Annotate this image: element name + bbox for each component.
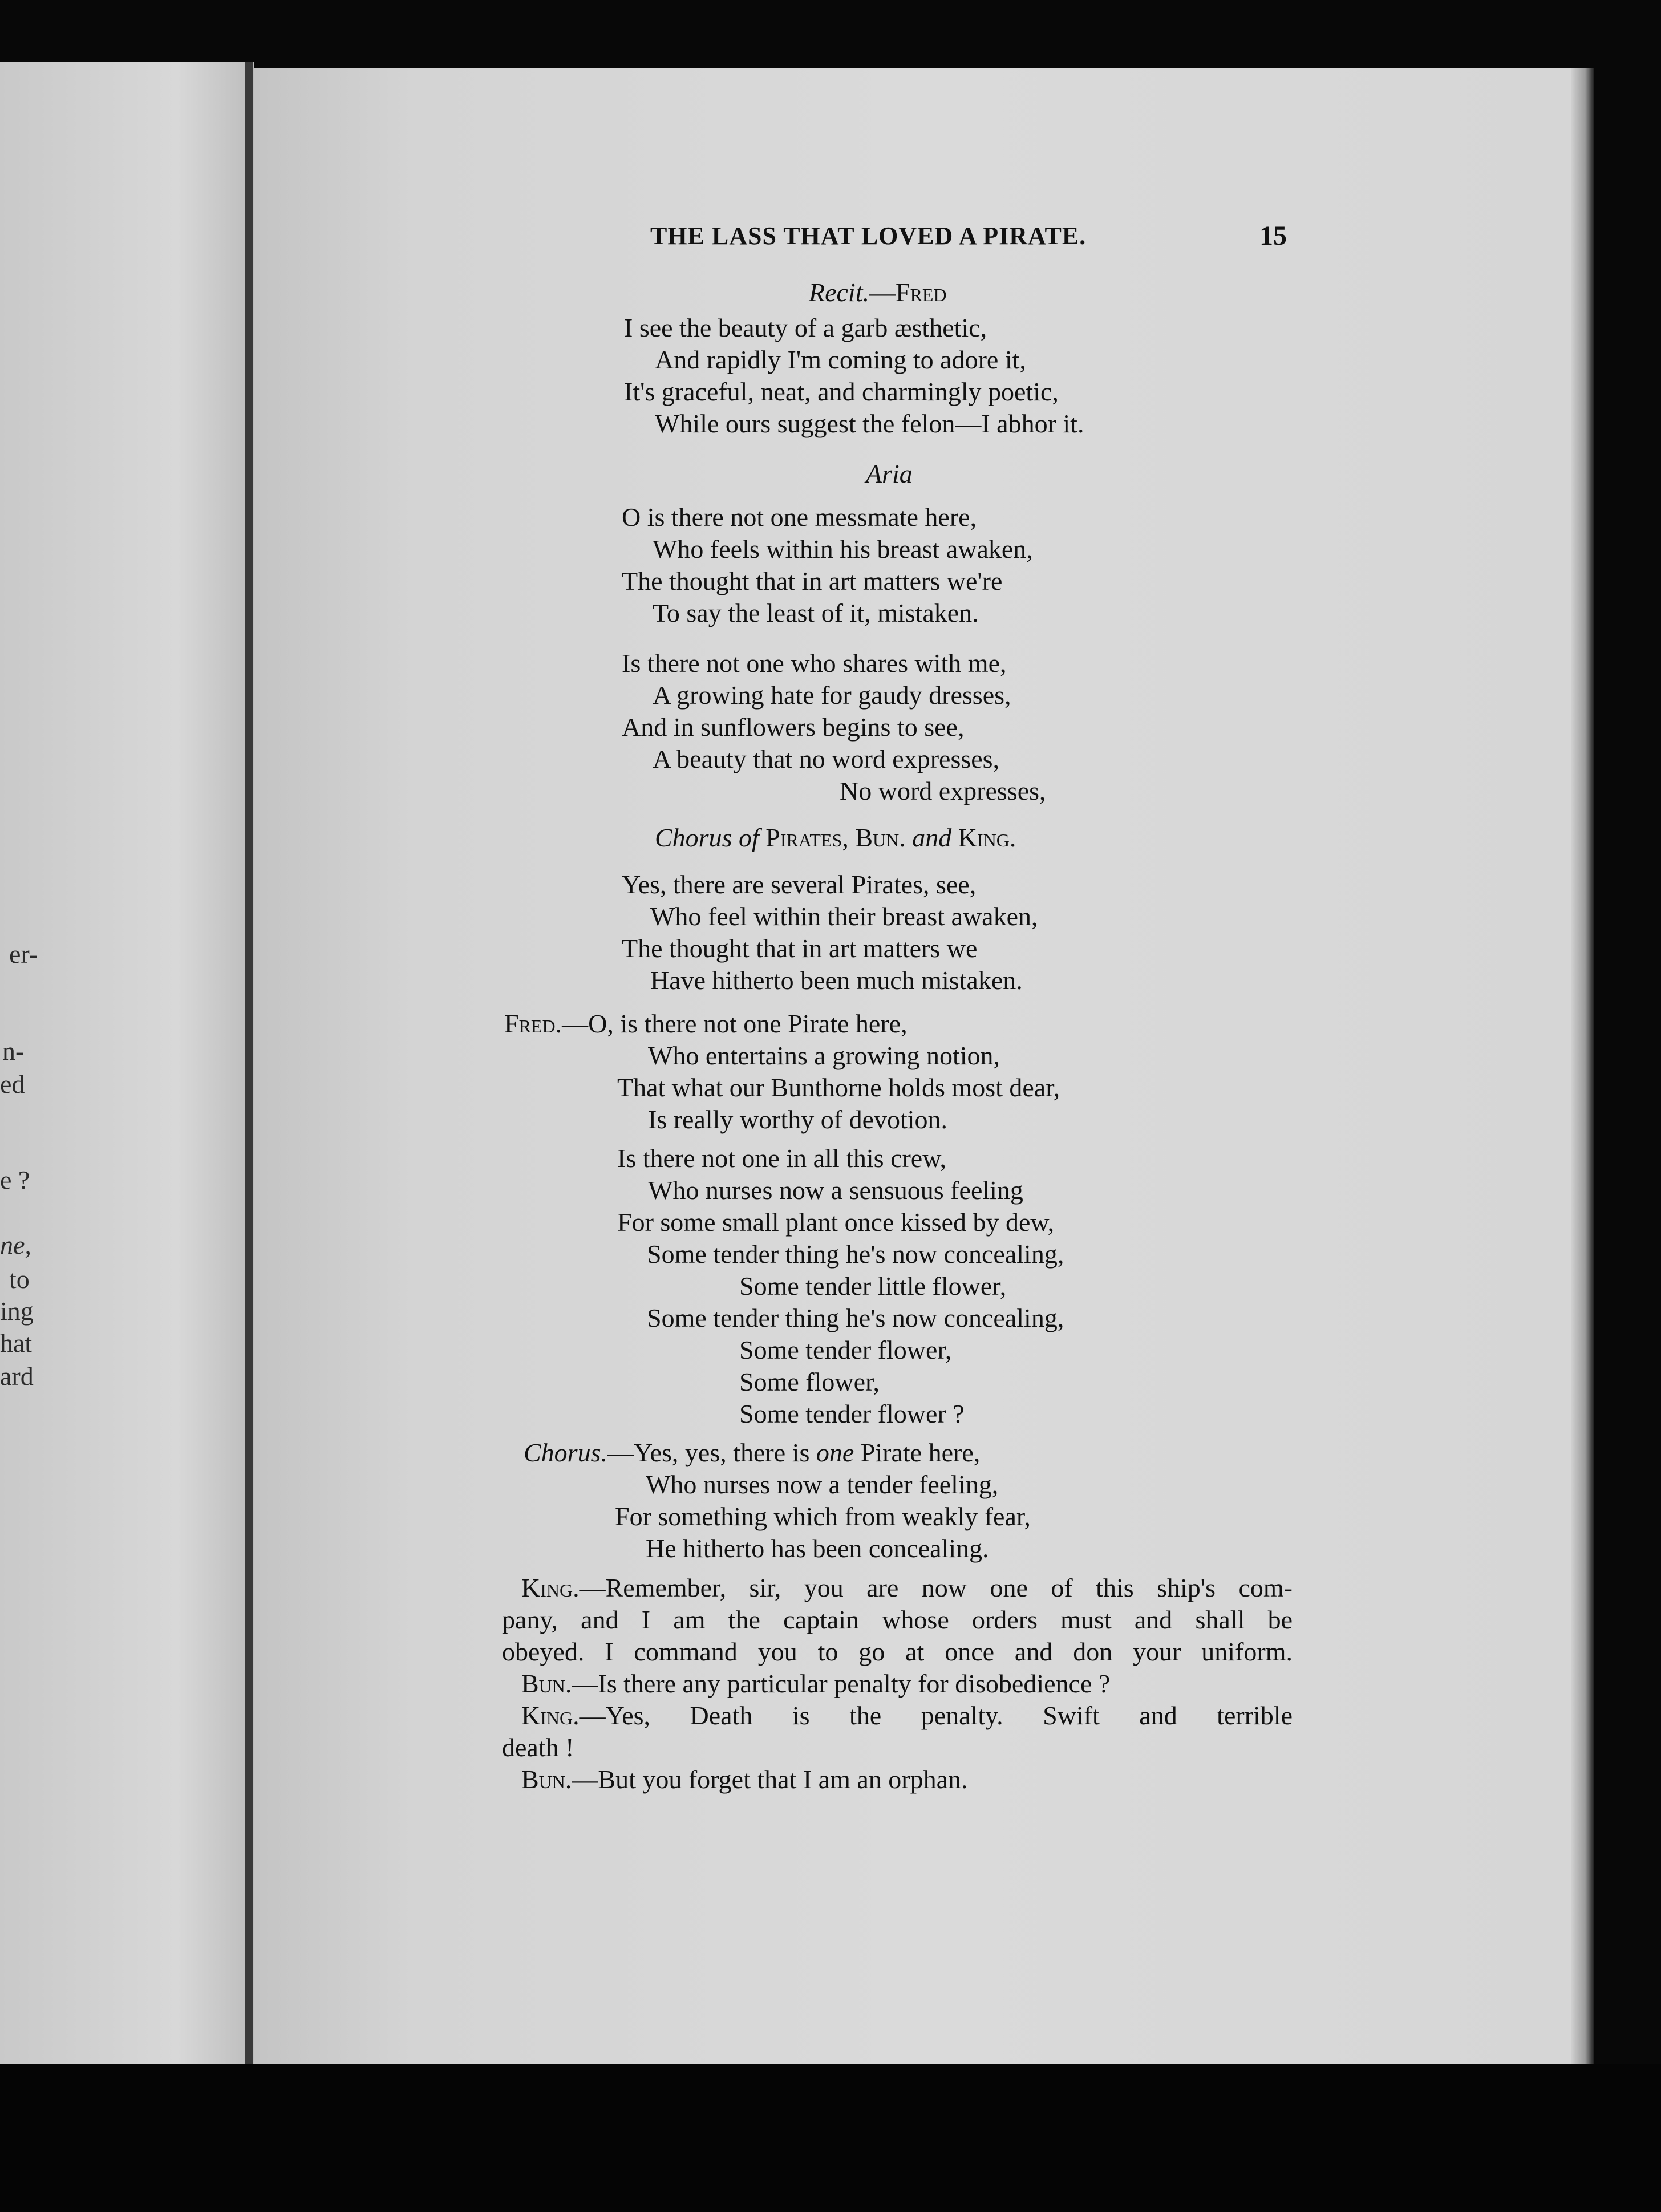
prose-line xyxy=(521,1572,1293,1604)
verse-line: Some flower, xyxy=(739,1367,880,1396)
chorus-heading-part: Pirates, xyxy=(765,823,849,852)
verse-emphasis: one xyxy=(816,1438,854,1467)
running-header: THE LASS THAT LOVED A PIRATE. xyxy=(650,222,1087,250)
verse-line: Is there not one in all this crew, xyxy=(617,1144,946,1173)
chorus-label: Chorus. xyxy=(524,1438,607,1467)
prose-line xyxy=(521,1700,1293,1732)
speaker-name: King. xyxy=(521,1573,580,1602)
verse-line: Is really worthy of devotion. xyxy=(648,1105,948,1134)
left-fragment: ard xyxy=(0,1362,34,1391)
verse-line: Who nurses now a tender feeling, xyxy=(646,1470,999,1499)
verse-line: Who feel within their breast awaken, xyxy=(650,902,1038,931)
verse-line: Have hitherto been much mistaken. xyxy=(650,966,1023,995)
left-fragment: n- xyxy=(2,1036,25,1066)
chorus-heading-part: and xyxy=(912,823,952,852)
chorus-heading-part: King. xyxy=(958,823,1016,852)
verse-line: He hitherto has been concealing. xyxy=(646,1534,989,1563)
verse-line: The thought that in art matters we're xyxy=(622,566,1003,595)
page-edge xyxy=(1571,68,1594,2076)
chorus-heading-part: Chorus of xyxy=(655,823,759,852)
verse-line: Is there not one who shares with me, xyxy=(622,649,1007,678)
speaker-name: King. xyxy=(521,1701,580,1730)
book-gutter xyxy=(245,62,253,2064)
recit-heading-italic: Recit. xyxy=(809,278,869,307)
prose-line: pany, and I am the captain whose orders must and shall be xyxy=(502,1605,1293,1634)
left-fragment: er- xyxy=(9,939,38,969)
page-number: 15 xyxy=(1259,221,1287,251)
left-fragment: e ? xyxy=(0,1165,30,1194)
verse-line: It's graceful, neat, and charmingly poetic, xyxy=(624,377,1059,406)
left-fragment: to xyxy=(9,1265,30,1294)
aria-heading: Aria xyxy=(866,459,913,488)
left-fragment: ed xyxy=(0,1069,25,1099)
verse-line: Who entertains a growing notion, xyxy=(648,1041,1000,1070)
dialogue-text: —Is there any particular penalty for disobedience ? xyxy=(572,1669,1111,1698)
prose-line: death ! xyxy=(502,1733,574,1762)
left-page xyxy=(0,62,254,2064)
left-fragment: hat xyxy=(0,1328,33,1358)
recit-heading xyxy=(809,279,947,306)
speaker-name: Fred. xyxy=(504,1009,562,1038)
chorus-heading xyxy=(655,825,1016,851)
scan-border xyxy=(0,2064,1661,2212)
left-fragment: ing xyxy=(0,1297,34,1326)
verse-line: That what our Bunthorne holds most dear, xyxy=(617,1073,1060,1102)
dialogue-text: —Yes, Death is the penalty. Swift and terrible xyxy=(579,1701,1293,1730)
verse-line: Some tender little flower, xyxy=(739,1271,1007,1301)
verse-line: And rapidly I'm coming to adore it, xyxy=(655,345,1026,374)
verse-line: —O, is there not one Pirate here, xyxy=(562,1009,908,1038)
verse-line: I see the beauty of a garb æsthetic, xyxy=(624,313,987,342)
verse-line: To say the least of it, mistaken. xyxy=(653,598,979,627)
verse-line: For something which from weakly fear, xyxy=(615,1502,1031,1531)
verse-line: And in sunflowers begins to see, xyxy=(622,712,965,742)
verse-line: No word expresses, xyxy=(840,776,1046,805)
verse-text: Pirate here, xyxy=(860,1438,981,1467)
verse-line: Some tender thing he's now concealing, xyxy=(647,1239,1064,1269)
verse-line: A growing hate for gaudy dresses, xyxy=(653,680,1011,710)
verse-line: O is there not one messmate here, xyxy=(622,503,977,532)
verse-line: For some small plant once kissed by dew, xyxy=(617,1208,1055,1237)
prose-line: obeyed. I command you to go at once and don your uniform. xyxy=(502,1637,1293,1666)
verse-line: The thought that in art matters we xyxy=(622,934,978,963)
verse-line: Who nurses now a sensuous feeling xyxy=(648,1176,1023,1205)
verse-line: Yes, there are several Pirates, see, xyxy=(622,870,977,899)
left-fragment: ne, xyxy=(0,1230,31,1259)
chorus-heading-part: Bun. xyxy=(855,823,906,852)
recit-heading-speaker: —Fred xyxy=(869,278,947,307)
verse-line: Some tender flower, xyxy=(739,1335,952,1364)
chorus-first-line xyxy=(524,1440,980,1466)
verse-line: Some tender thing he's now concealing, xyxy=(647,1303,1064,1332)
verse-line: A beauty that no word expresses, xyxy=(653,744,1000,773)
fred-verse-first-line xyxy=(504,1011,908,1037)
prose-line xyxy=(521,1764,968,1796)
dialogue-text: —Remember, sir, you are now one of this ship's com- xyxy=(579,1573,1293,1602)
verse-line: Some tender flower ? xyxy=(739,1399,965,1428)
verse-line: Who feels within his breast awaken, xyxy=(653,534,1033,564)
verse-line: While ours suggest the felon—I abhor it. xyxy=(655,409,1084,438)
speaker-name: Bun. xyxy=(521,1765,572,1794)
dialogue-text: —But you forget that I am an orphan. xyxy=(572,1765,968,1794)
prose-line xyxy=(521,1668,1110,1700)
verse-text: —Yes, yes, there is xyxy=(607,1438,810,1467)
speaker-name: Bun. xyxy=(521,1669,572,1698)
